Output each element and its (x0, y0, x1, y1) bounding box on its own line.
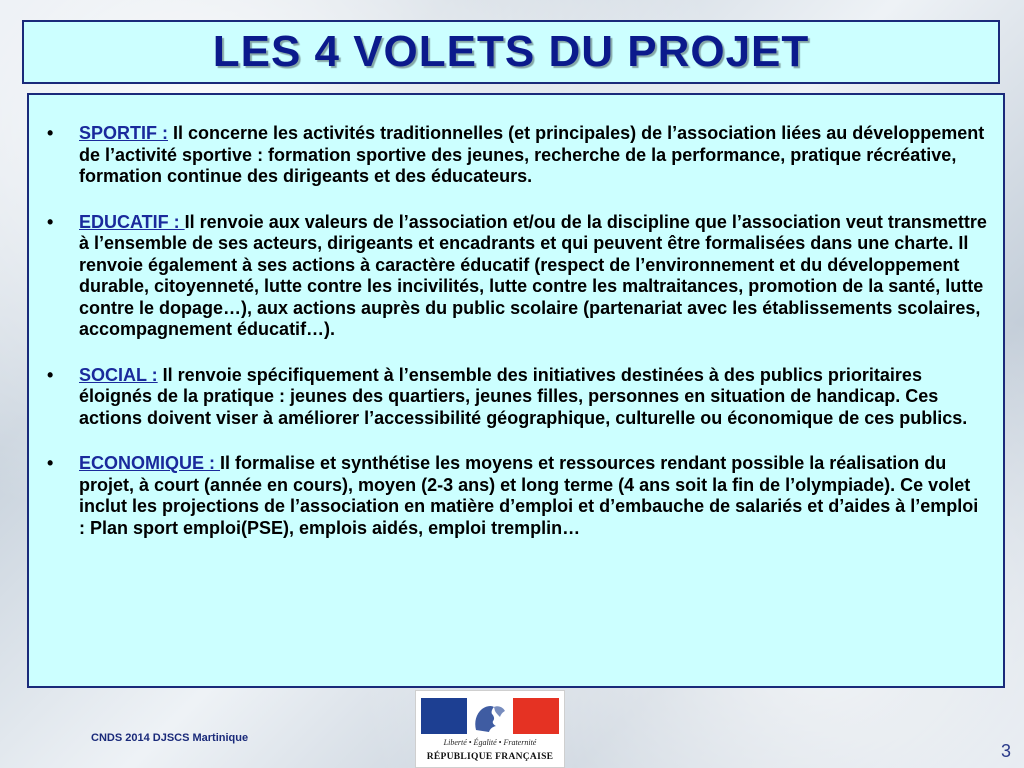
bullet-text (79, 212, 989, 341)
bullet-marker: • (47, 123, 54, 143)
flag-white-band (467, 698, 513, 734)
slide-title: LES 4 VOLETS DU PROJET (212, 27, 810, 76)
page-number: 3 (1000, 741, 1011, 761)
bullet-marker: • (47, 453, 54, 473)
bullet-marker: • (47, 211, 54, 232)
bullet-body: Il formalise et synthétise les moyens et ressources rendant possible la réalisation du projet, à court (année en cours), moyen (2-3 ans) et long terme (4 ans soit la fin de l’olympiade). Ce volet inclut les projections de l’association en matière d’emploi et d’embauche de salariés et d’aides à l’emploi : Plan sport emploi(PSE), emplois aidés, emploi tremplin… (79, 453, 979, 538)
bullet-body: Il concerne les activités traditionnelles (et principales) de l’association liées au développement de l’activité sportive : formation sportive des jeunes, recherche de la performance, pratique récréative, formation continue des dirigeants et des éducateurs. (79, 123, 985, 186)
bullet-keyword: SOCIAL : (79, 364, 158, 385)
bullet-educatif (45, 212, 989, 341)
tricolor-flag (421, 698, 559, 734)
footer-text: CNDS 2014 DJSCS Martinique (91, 732, 249, 744)
marianne-icon (470, 700, 510, 734)
bullet-body: Il renvoie spécifiquement à l’ensemble des initiatives destinées à des publics prioritaires éloignés de la pratique : jeunes des quartiers, jeunes filles, personnes en situation de handicap. Ces actions doivent viser à améliorer l’accessibilité géographique, culturelle ou économique de ces publics. (79, 364, 968, 428)
logo-republique-francaise: RÉPUBLIQUE FRANÇAISE (426, 752, 554, 762)
flag-red-band (513, 698, 559, 734)
bullet-text (79, 365, 989, 430)
bullet-keyword: ECONOMIQUE : (79, 453, 221, 473)
flag-blue-band (421, 698, 467, 734)
bullet-keyword: EDUCATIF : (79, 211, 185, 232)
bullet-body: Il renvoie aux valeurs de l’association et/ou de la discipline que l’association veut transmettre à l’ensemble de ses acteurs, dirigeants et encadrants et qui peuvent être formalisées dans une charte. Il renvoie également à ses actions à caractère éducatif (respect de l’environnement et du développement durable, citoyenneté, lutte contre les incivilités, lutte contre les maltraitances, promotion de la santé, lutte contre le dopage…), aux actions auprès du public scolaire (partenariat avec les établissements scolaires, accompagnement éducatif…). (79, 211, 987, 339)
bullet-sportif (45, 123, 989, 188)
bullet-keyword: SPORTIF : (79, 123, 168, 143)
bullet-text (79, 453, 989, 539)
bullet-social (45, 365, 989, 430)
bullet-text (79, 123, 989, 188)
logo-motto: Liberté • Égalité • Fraternité (443, 738, 537, 747)
bullet-economique (45, 453, 989, 539)
bullet-marker: • (47, 364, 54, 385)
title-box (22, 20, 1000, 84)
republique-francaise-logo (415, 690, 565, 768)
content-box (27, 93, 1005, 688)
